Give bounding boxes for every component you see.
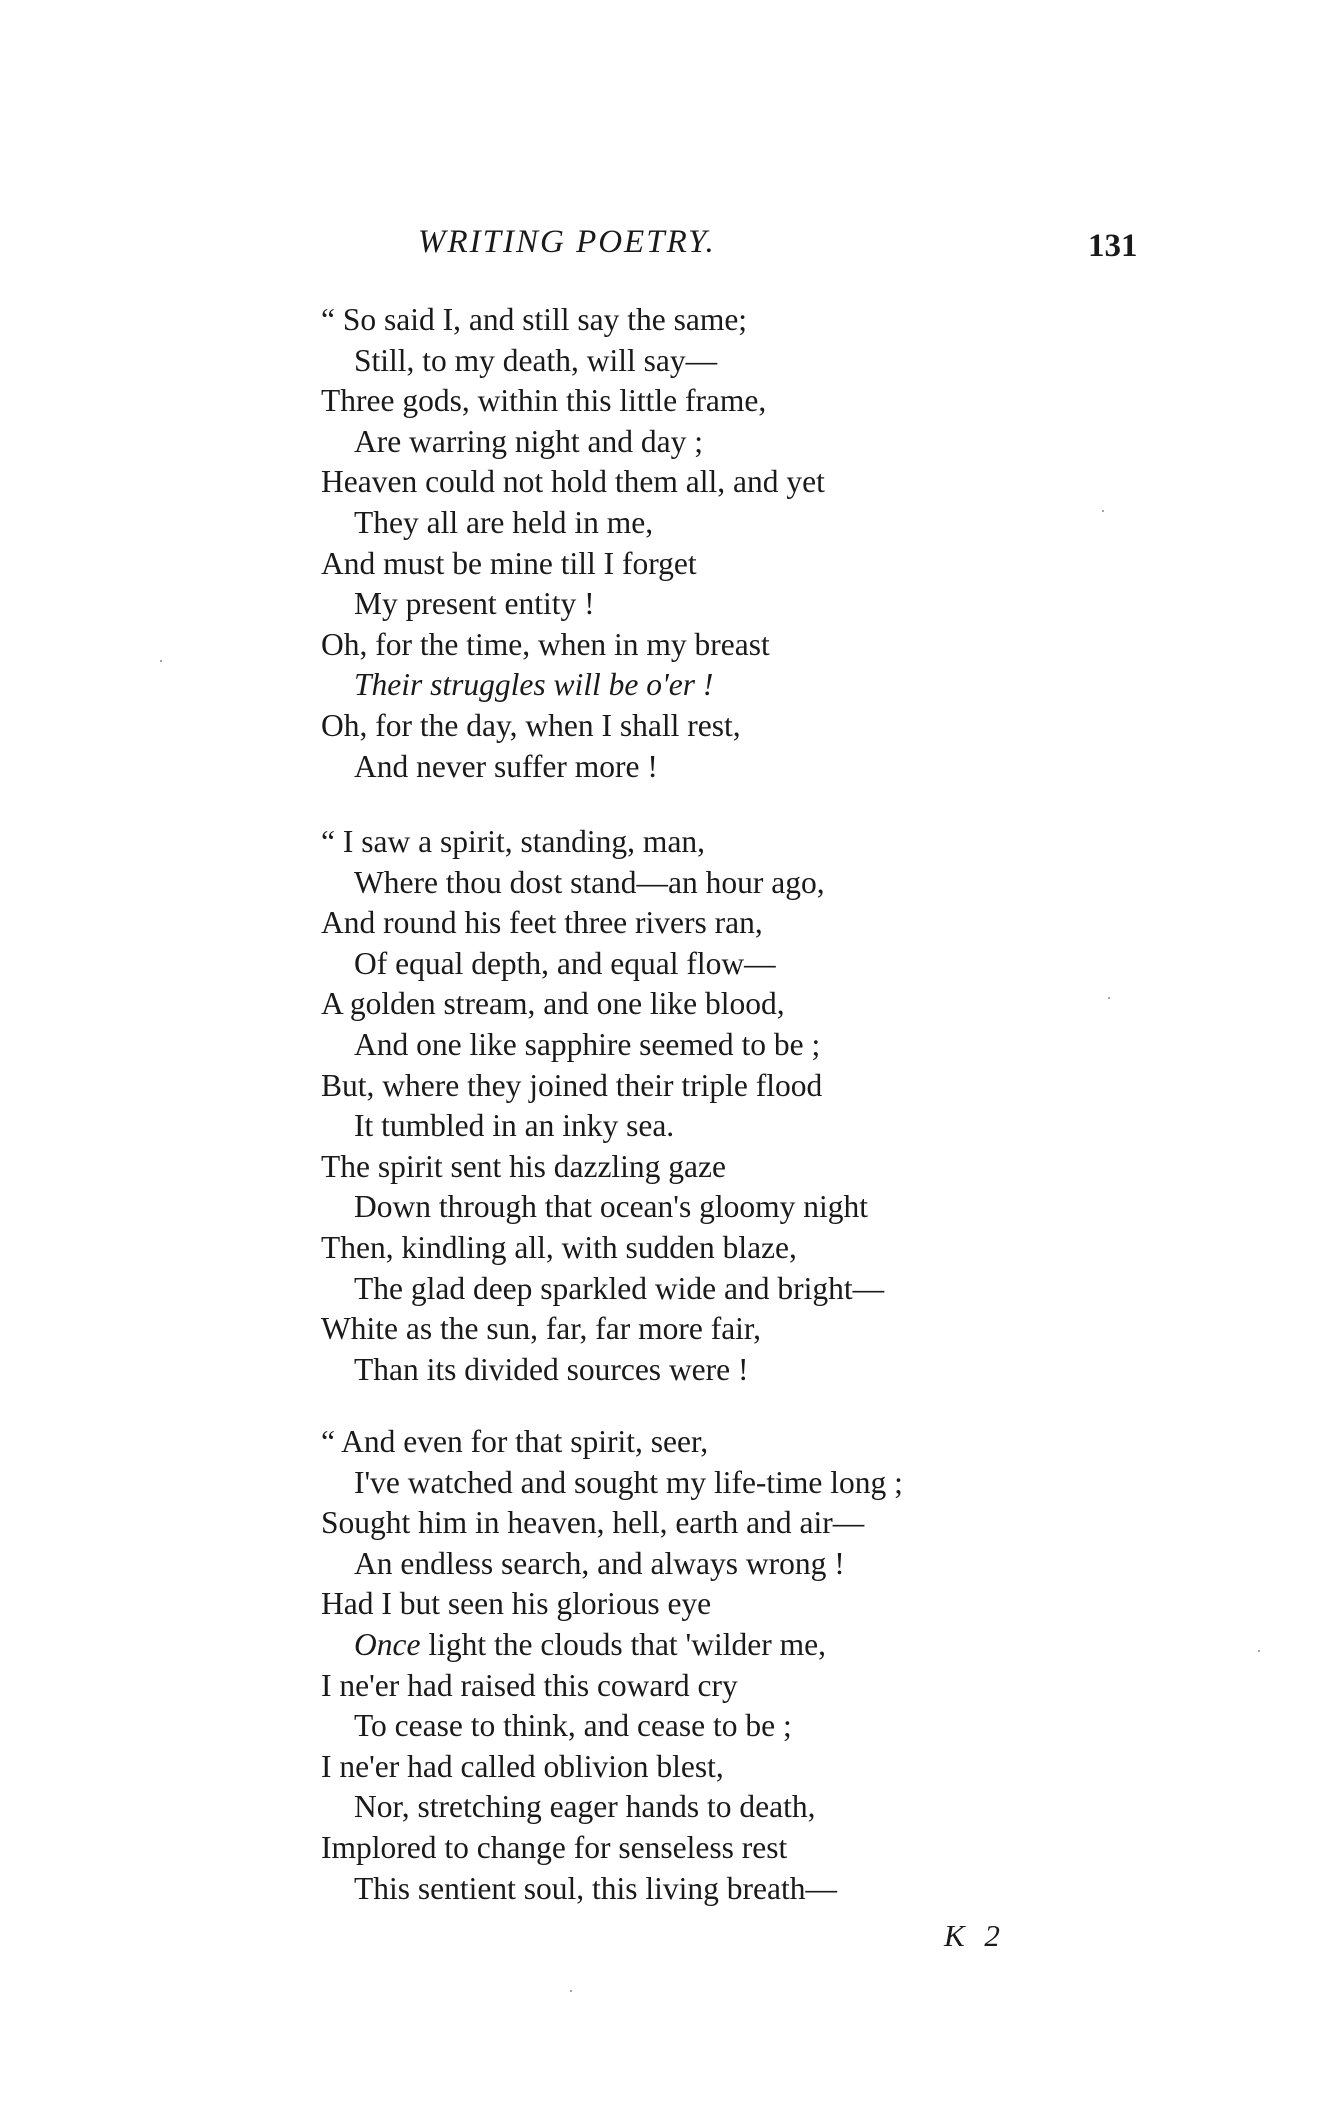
paper-speck xyxy=(1258,1650,1260,1652)
poem-line: I ne'er had raised this coward cry xyxy=(321,1667,738,1703)
poem-line: Nor, stretching eager hands to death, xyxy=(354,1789,816,1825)
poem-line: The glad deep sparkled wide and bright— xyxy=(354,1270,885,1306)
poem-line: But, where they joined their triple flood xyxy=(321,1067,823,1103)
poem-line: Still, to my death, will say— xyxy=(354,342,718,378)
poem-line: They all are held in me, xyxy=(354,504,654,540)
poem-line: And never suffer more ! xyxy=(354,748,658,784)
paper-speck xyxy=(570,1990,572,1992)
poem-line: The spirit sent his dazzling gaze xyxy=(321,1148,726,1184)
poem-line: “ And even for that spirit, seer, xyxy=(321,1424,709,1459)
poem-line: Oh, for the day, when I shall rest, xyxy=(321,707,741,743)
poem-line: To cease to think, and cease to be ; xyxy=(354,1708,792,1744)
poem-line: I ne'er had called oblivion blest, xyxy=(321,1748,724,1784)
poem-line-with-italic xyxy=(0,1625,1336,1666)
poem-line: White as the sun, far, far more fair, xyxy=(321,1311,762,1347)
poem-line: And round his feet three rivers ran, xyxy=(321,905,763,941)
poem-line: It tumbled in an inky sea. xyxy=(354,1108,675,1144)
poem-line: Are warring night and day ; xyxy=(354,423,704,459)
poem-line-rest: light the clouds that 'wilder me, xyxy=(428,1626,826,1662)
poem-line: Down through that ocean's gloomy night xyxy=(354,1189,868,1225)
signature-mark: K 2 xyxy=(944,1918,1006,1953)
poem-line: Heaven could not hold them all, and yet xyxy=(321,464,825,500)
poem-line: Sought him in heaven, hell, earth and air— xyxy=(321,1505,865,1541)
stanza-1 xyxy=(0,300,1336,787)
poem-line: My present entity ! xyxy=(354,586,595,622)
italic-word: Once xyxy=(354,1626,421,1662)
poem-line: A golden stream, and one like blood, xyxy=(321,986,785,1022)
poem-line: Than its divided sources were ! xyxy=(354,1351,749,1387)
poem-line: Their struggles will be o'er ! xyxy=(354,667,714,703)
poem-line: This sentient soul, this living breath— xyxy=(354,1870,837,1906)
page-number: 131 xyxy=(1088,228,1138,264)
poem-line: Had I but seen his glorious eye xyxy=(321,1586,712,1622)
poem-line: “ I saw a spirit, standing, man, xyxy=(321,824,706,859)
poem-line: Where thou dost stand—an hour ago, xyxy=(354,864,825,900)
poem-line: And must be mine till I forget xyxy=(321,545,697,581)
poem-line: Oh, for the time, when in my breast xyxy=(321,626,770,662)
paper-speck xyxy=(1102,510,1104,512)
stanza-2 xyxy=(0,822,1336,1390)
poem-line: I've watched and sought my life-time long ; xyxy=(354,1464,903,1500)
stanza-3 xyxy=(0,1422,1336,1909)
poem-line: And one like sapphire seemed to be ; xyxy=(354,1026,821,1062)
paper-speck xyxy=(160,660,162,662)
poem-line: “ So said I, and still say the same; xyxy=(321,302,748,337)
poem-line: Of equal depth, and equal flow— xyxy=(354,945,776,981)
poem-line: Implored to change for senseless rest xyxy=(321,1829,788,1865)
running-head: WRITING POETRY. xyxy=(418,224,716,260)
poem-line: An endless search, and always wrong ! xyxy=(354,1545,845,1581)
paper-speck xyxy=(1108,997,1110,999)
poem-line: Three gods, within this little frame, xyxy=(321,383,767,419)
poem-line: Then, kindling all, with sudden blaze, xyxy=(321,1229,797,1265)
